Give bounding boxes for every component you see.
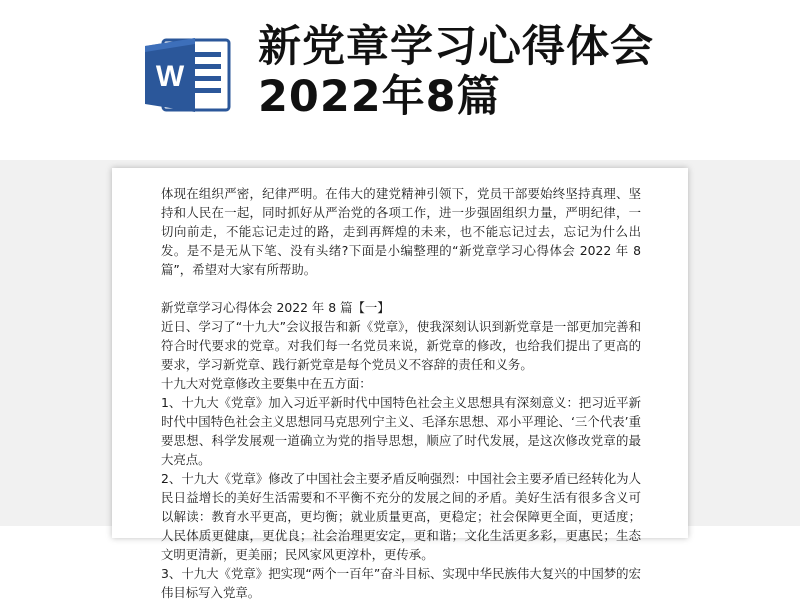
list-item-1: 1、十九大《党章》加入习近平新时代中国特色社会主义思想具有深刻意义：把习近平新时代中国特色社会主义思想同马克思列宁主义、毛泽东思想、邓小平理论、‘三个代表’重要思想、科学发展观一道确立为党的指导思想，顺应了时代发展，是这次修改党章的最大亮点。 xyxy=(161,395,641,467)
document-page xyxy=(112,168,688,600)
paragraph-1: 近日、学习了“十九大”会议报告和新《党章》，使我深刻认识到新党章是一部更加完善和符合时代要求的党章。对我们每一名党员来说，新党章的修改，也给我们提出了更高的要求，学习新党章、践行新党章是每个党员义不容辞的责任和义务。 xyxy=(161,319,641,372)
list-item-2: 2、十九大《党章》修改了中国社会主要矛盾反响强烈：中国社会主要矛盾已经转化为人民日益增长的美好生活需要和不平衡不充分的发展之间的矛盾。美好生活有很多含义可以解读：教育水平更高，更均衡；就业质量更高，更稳定；社会保障更全面，更适度；人民体质更健康，更优良；社会治理更安定，更和谐；文化生活更多彩，更惠民；生态文明更清新，更美丽；民风家风更淳朴，更传承。 xyxy=(161,471,641,562)
document-body xyxy=(161,184,641,602)
list-item-3: 3、十九大《党章》把实现“两个一百年”奋斗目标、实现中华民族伟大复兴的中国梦的宏伟目标写入党章。 xyxy=(161,566,641,600)
title-line-2: 2022年8篇 xyxy=(258,72,501,122)
paragraph-gap xyxy=(161,279,641,298)
section-heading: 新党章学习心得体会 2022 年 8 篇【一】 xyxy=(161,300,390,315)
intro-paragraph: 体现在组织严密，纪律严明。在伟大的建党精神引领下，党员干部要始终坚持真理、坚持和人民在一起，同时抓好从严治党的各项工作，进一步强固组织力量，严明纪律，一切向前走，不能忘记走过的路，走到再辉煌的未来，也不能忘记过去，忘记为什么出发。是不是无从下笔、没有头绪?下面是小编整理的“新党章学习心得体会 2022 年 8 篇”，希望对大家有所帮助。 xyxy=(161,186,641,277)
page-title xyxy=(258,22,654,122)
paragraph-2: 十九大对党章修改主要集中在五方面： xyxy=(161,376,372,391)
word-document-icon xyxy=(143,34,233,114)
document-header xyxy=(0,0,800,160)
title-line-1: 新党章学习心得体会 xyxy=(258,22,654,72)
word-icon-letter: W xyxy=(155,60,185,93)
